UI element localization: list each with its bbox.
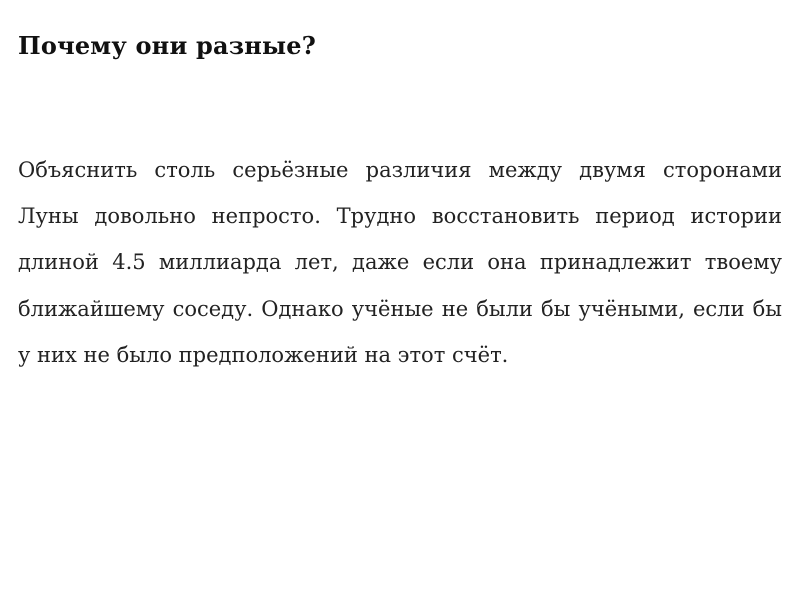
slide-paragraph: Объяснить столь серьёзные различия между двумя сторонами Луны довольно непросто. Трудно восстановить период истории длиной 4.5 миллиарда лет, даже если она принадлежит твоему ближайшему соседу. Однако учёные не были бы учёными, если бы у них не было предположений на этот счёт. xyxy=(18,158,782,367)
slide-heading: Почему они разные? xyxy=(18,31,317,60)
